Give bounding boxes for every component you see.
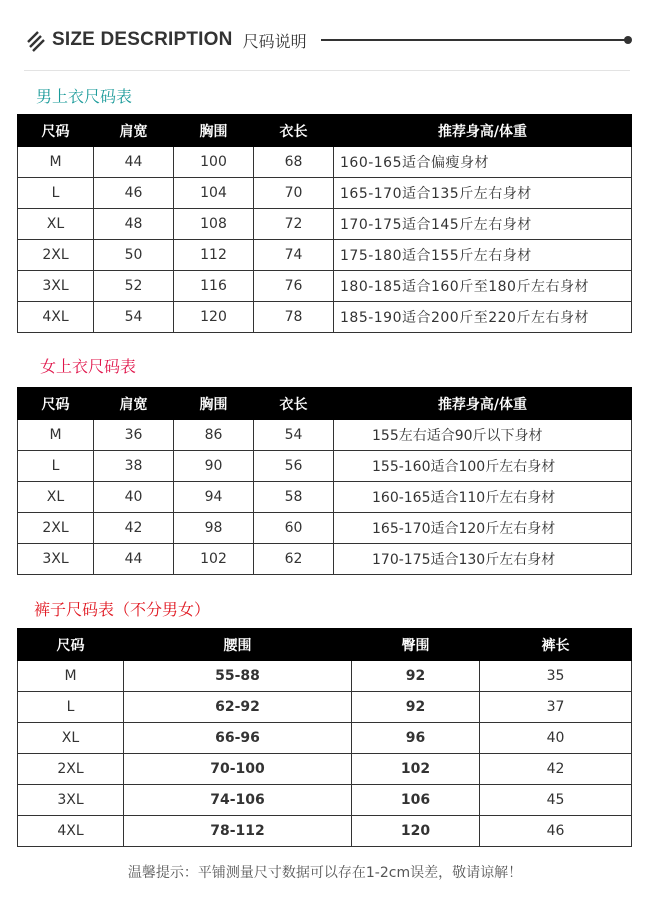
table-cell: 54 xyxy=(94,302,174,333)
table-cell: XL xyxy=(18,209,94,240)
table-cell: 104 xyxy=(174,178,254,209)
table-cell: 40 xyxy=(480,723,632,754)
table-cell: 45 xyxy=(480,785,632,816)
table-cell: 3XL xyxy=(18,271,94,302)
pants-table-title: 裤子尺码表（不分男女） xyxy=(34,600,211,619)
footnote: 温馨提示：平铺测量尺寸数据可以存在1-2cm误差，敬请谅解！ xyxy=(127,865,523,881)
table-cell: 155-160适合100斤左右身材 xyxy=(334,451,632,482)
table-row xyxy=(18,482,632,513)
table-cell: 36 xyxy=(94,420,174,451)
table-row xyxy=(18,816,632,847)
table-row xyxy=(18,661,632,692)
women-table-title: 女上衣尺码表 xyxy=(40,357,137,376)
slash-lines-icon xyxy=(26,28,46,52)
table-row xyxy=(18,785,632,816)
women-column-header: 肩宽 xyxy=(94,388,174,420)
table-row xyxy=(18,302,632,333)
table-row xyxy=(18,420,632,451)
table-cell: 96 xyxy=(352,723,480,754)
men-column-header: 肩宽 xyxy=(94,115,174,147)
table-row xyxy=(18,147,632,178)
pants-column-header: 尺码 xyxy=(18,629,124,661)
table-cell: 2XL xyxy=(18,513,94,544)
men-size-table xyxy=(17,114,632,333)
table-cell: 70 xyxy=(254,178,334,209)
table-cell: 74-106 xyxy=(124,785,352,816)
header-title-en: SIZE DESCRIPTION xyxy=(52,29,233,50)
women-column-header: 推荐身高/体重 xyxy=(334,388,632,420)
table-cell: 94 xyxy=(174,482,254,513)
table-cell: 42 xyxy=(480,754,632,785)
table-row xyxy=(18,544,632,575)
table-cell: 116 xyxy=(174,271,254,302)
women-column-header: 衣长 xyxy=(254,388,334,420)
table-row xyxy=(18,692,632,723)
table-cell: 35 xyxy=(480,661,632,692)
table-cell: 120 xyxy=(174,302,254,333)
table-cell: 44 xyxy=(94,544,174,575)
women-table-header xyxy=(18,388,632,420)
men-column-header: 胸围 xyxy=(174,115,254,147)
table-cell: 62 xyxy=(254,544,334,575)
table-row xyxy=(18,240,632,271)
table-row xyxy=(18,754,632,785)
men-table-header xyxy=(18,115,632,147)
men-column-header: 衣长 xyxy=(254,115,334,147)
table-cell: M xyxy=(18,147,94,178)
pants-column-header: 臀围 xyxy=(352,629,480,661)
table-cell: 76 xyxy=(254,271,334,302)
table-cell: 102 xyxy=(174,544,254,575)
table-cell: L xyxy=(18,692,124,723)
women-column-header: 胸围 xyxy=(174,388,254,420)
table-cell: 3XL xyxy=(18,544,94,575)
table-row xyxy=(18,513,632,544)
men-column-header: 尺码 xyxy=(18,115,94,147)
table-cell: 46 xyxy=(94,178,174,209)
table-cell: 68 xyxy=(254,147,334,178)
table-cell: 38 xyxy=(94,451,174,482)
table-cell: 48 xyxy=(94,209,174,240)
table-cell: 180-185适合160斤至180斤左右身材 xyxy=(334,271,632,302)
table-cell: M xyxy=(18,420,94,451)
page-header xyxy=(26,24,630,56)
table-cell: 60 xyxy=(254,513,334,544)
table-cell: 120 xyxy=(352,816,480,847)
table-cell: XL xyxy=(18,723,124,754)
table-cell: 92 xyxy=(352,692,480,723)
table-cell: XL xyxy=(18,482,94,513)
table-cell: 185-190适合200斤至220斤左右身材 xyxy=(334,302,632,333)
table-cell: 42 xyxy=(94,513,174,544)
table-cell: 72 xyxy=(254,209,334,240)
pants-column-header: 裤长 xyxy=(480,629,632,661)
table-cell: 50 xyxy=(94,240,174,271)
table-cell: 102 xyxy=(352,754,480,785)
table-cell: 2XL xyxy=(18,754,124,785)
table-cell: 70-100 xyxy=(124,754,352,785)
women-column-header: 尺码 xyxy=(18,388,94,420)
table-cell: 92 xyxy=(352,661,480,692)
table-cell: 40 xyxy=(94,482,174,513)
table-cell: 46 xyxy=(480,816,632,847)
table-cell: 37 xyxy=(480,692,632,723)
table-cell: 170-175适合130斤左右身材 xyxy=(334,544,632,575)
table-cell: L xyxy=(18,178,94,209)
table-cell: 78-112 xyxy=(124,816,352,847)
table-cell: 155左右适合90斤以下身材 xyxy=(334,420,632,451)
table-cell: 66-96 xyxy=(124,723,352,754)
header-rule xyxy=(321,39,630,41)
table-cell: 170-175适合145斤左右身材 xyxy=(334,209,632,240)
header-rule-dot xyxy=(624,36,632,44)
table-cell: 74 xyxy=(254,240,334,271)
table-cell: 112 xyxy=(174,240,254,271)
table-cell: 160-165适合110斤左右身材 xyxy=(334,482,632,513)
women-size-table xyxy=(17,387,632,575)
table-cell: 55-88 xyxy=(124,661,352,692)
table-cell: 78 xyxy=(254,302,334,333)
table-cell: 4XL xyxy=(18,302,94,333)
pants-table-header xyxy=(18,629,632,661)
table-cell: 175-180适合155斤左右身材 xyxy=(334,240,632,271)
table-cell: 2XL xyxy=(18,240,94,271)
table-row xyxy=(18,451,632,482)
header-title-cn: 尺码说明 xyxy=(242,31,307,51)
table-cell: 54 xyxy=(254,420,334,451)
table-cell: L xyxy=(18,451,94,482)
table-cell: 44 xyxy=(94,147,174,178)
divider xyxy=(24,70,630,71)
table-cell: 58 xyxy=(254,482,334,513)
table-row xyxy=(18,209,632,240)
table-cell: 100 xyxy=(174,147,254,178)
table-row xyxy=(18,723,632,754)
table-cell: 3XL xyxy=(18,785,124,816)
table-row xyxy=(18,178,632,209)
table-row xyxy=(18,271,632,302)
table-cell: 98 xyxy=(174,513,254,544)
table-cell: 86 xyxy=(174,420,254,451)
men-column-header: 推荐身高/体重 xyxy=(334,115,632,147)
table-cell: 62-92 xyxy=(124,692,352,723)
pants-size-table xyxy=(17,628,632,847)
table-cell: M xyxy=(18,661,124,692)
table-cell: 52 xyxy=(94,271,174,302)
table-cell: 106 xyxy=(352,785,480,816)
table-cell: 165-170适合135斤左右身材 xyxy=(334,178,632,209)
men-table-title: 男上衣尺码表 xyxy=(36,87,133,106)
table-cell: 165-170适合120斤左右身材 xyxy=(334,513,632,544)
table-cell: 56 xyxy=(254,451,334,482)
pants-column-header: 腰围 xyxy=(124,629,352,661)
table-cell: 108 xyxy=(174,209,254,240)
table-cell: 160-165适合偏瘦身材 xyxy=(334,147,632,178)
table-cell: 4XL xyxy=(18,816,124,847)
table-cell: 90 xyxy=(174,451,254,482)
